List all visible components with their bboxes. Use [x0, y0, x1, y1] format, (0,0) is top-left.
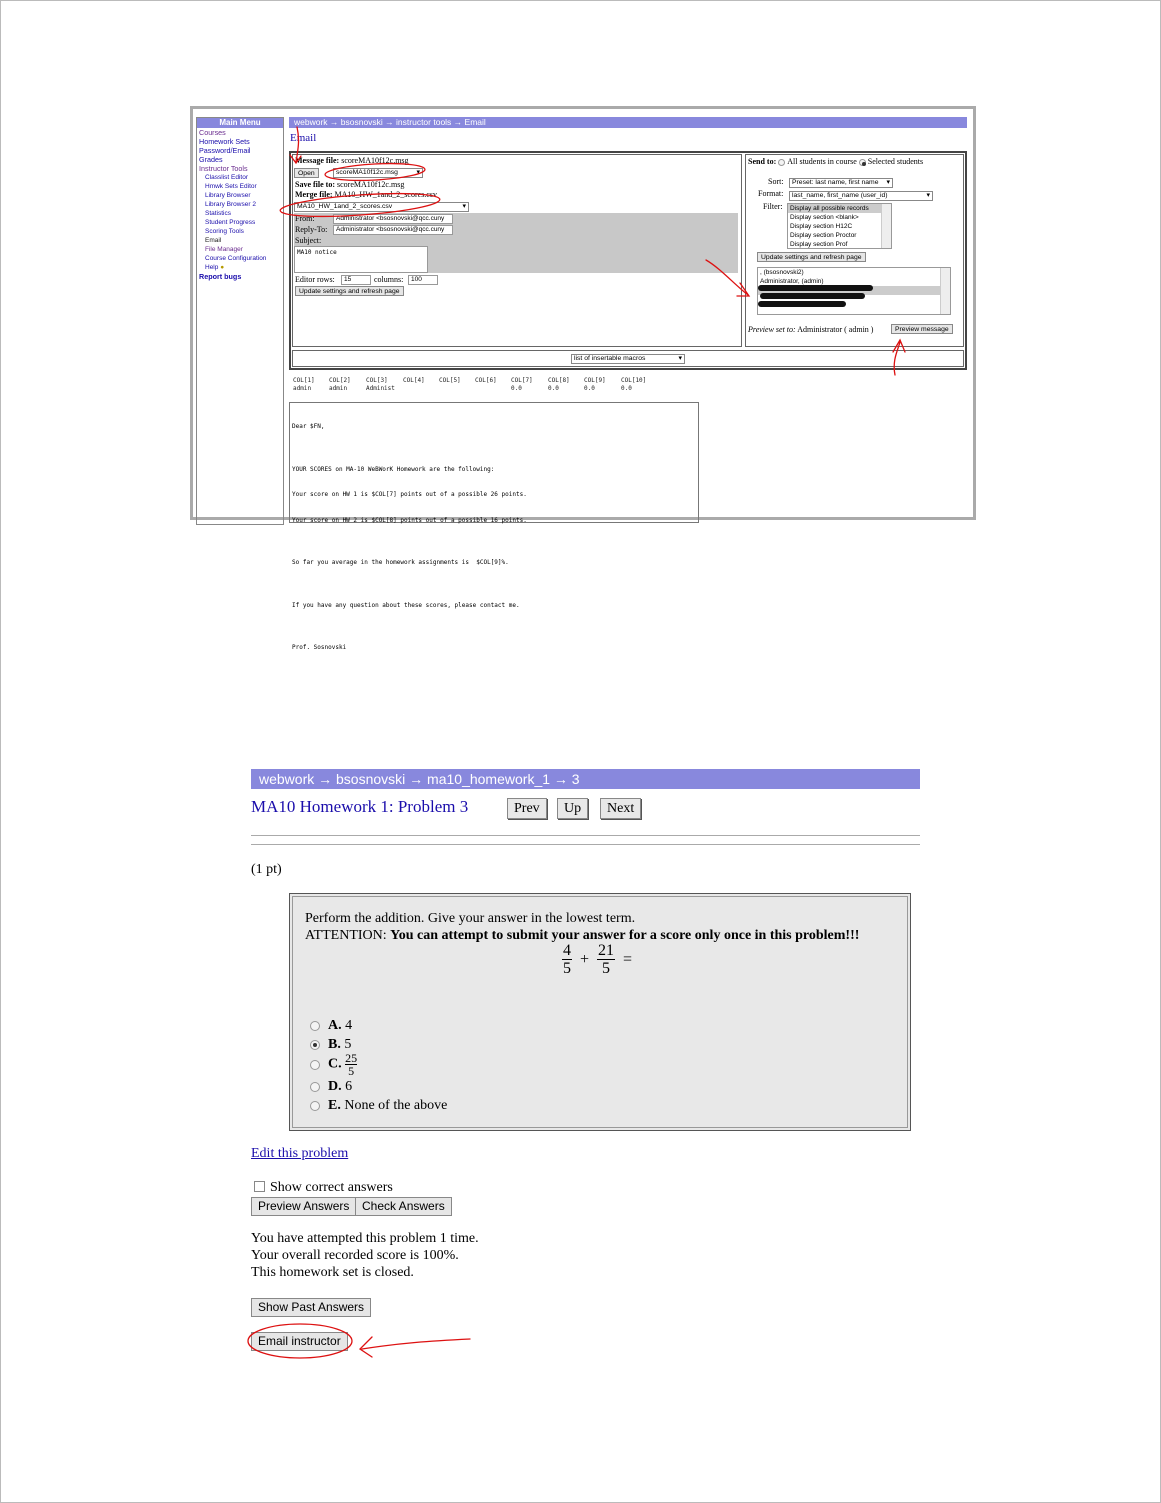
- problem-title: MA10 Homework 1: Problem 3: [251, 797, 469, 816]
- col-header: COL[3]: [366, 377, 388, 384]
- main-menu: [196, 117, 284, 525]
- send-all-label: All students in course: [787, 157, 857, 166]
- menu-item-course-configuration[interactable]: Course Configuration: [205, 255, 267, 262]
- filter-option[interactable]: Display all possible records: [788, 204, 891, 213]
- merge-file-label: Merge file:: [295, 190, 333, 199]
- filter-option[interactable]: Display section <blank>: [790, 214, 859, 221]
- email-instructor-button[interactable]: Email instructor: [251, 1332, 348, 1351]
- plus-sign: +: [580, 950, 590, 968]
- col-header: COL[4]: [403, 377, 425, 384]
- fraction-b-den: 5: [602, 960, 611, 977]
- preview-message-button[interactable]: Preview message: [891, 324, 953, 334]
- menu-item-classlist-editor[interactable]: Classlist Editor: [205, 174, 248, 181]
- message-file-value: scoreMA10f12c.msg: [341, 156, 409, 165]
- menu-item-report-bugs[interactable]: Report bugs: [199, 272, 242, 281]
- send-all-radio[interactable]: [778, 159, 785, 166]
- problem-instruction: Perform the addition. Give your answer in the lowest term.: [305, 911, 636, 926]
- sort-label: Sort:: [768, 177, 784, 186]
- update-settings-right-button[interactable]: Update settings and refresh page: [757, 252, 866, 262]
- message-line: YOUR SCORES on MA-10 WeBWorK Homework are the following:: [292, 465, 495, 473]
- choice-d-radio[interactable]: [310, 1082, 320, 1092]
- fraction-b-num: 21: [598, 942, 615, 959]
- message-line: If you have any question about these scores, please contact me.: [292, 601, 520, 609]
- choice-a-text: 4: [345, 1018, 353, 1033]
- show-past-answers-button[interactable]: Show Past Answers: [251, 1298, 371, 1317]
- next-button[interactable]: Next: [600, 798, 641, 819]
- choice-e-text: None of the above: [344, 1098, 448, 1113]
- filter-scrollbar[interactable]: [881, 204, 891, 248]
- choice-c-radio[interactable]: [310, 1060, 320, 1070]
- menu-item-statistics[interactable]: Statistics: [205, 210, 232, 217]
- filter-option[interactable]: Display section Proctor: [790, 232, 857, 239]
- col-value: admin: [329, 385, 348, 392]
- filter-listbox[interactable]: [787, 203, 892, 249]
- up-button[interactable]: Up: [557, 798, 588, 819]
- editor-rows-field[interactable]: 15: [341, 275, 371, 285]
- student-option[interactable]: Administrator, (admin): [760, 278, 824, 285]
- menu-item-help-label: Help: [205, 264, 219, 271]
- students-scrollbar[interactable]: [940, 268, 950, 314]
- col-header: COL[5]: [439, 377, 461, 384]
- recorded-score: Your overall recorded score is 100%.: [251, 1248, 459, 1263]
- columns-field[interactable]: 100: [408, 275, 438, 285]
- col-header: COL[6]: [475, 377, 497, 384]
- col-value: Administ: [366, 385, 395, 392]
- merge-file-select[interactable]: MA10_HW_1and_2_scores.csv ▾: [294, 202, 469, 212]
- menu-item-instructor-tools[interactable]: Instructor Tools: [199, 164, 248, 173]
- send-to-row: [748, 157, 923, 166]
- preview-answers-button[interactable]: Preview Answers: [251, 1197, 356, 1216]
- from-field[interactable]: Administrator <bsosnovski@qcc.cuny: [333, 214, 453, 224]
- subject-field[interactable]: MA10 notice: [294, 246, 428, 273]
- fraction-a: [562, 942, 572, 977]
- message-file-row: [295, 156, 409, 165]
- message-line: Dear $FN,: [292, 423, 325, 430]
- send-selected-radio[interactable]: [859, 159, 866, 166]
- choice-c-num: 25: [345, 1051, 358, 1065]
- macros-select[interactable]: list of insertable macros ▾: [571, 354, 685, 364]
- redacted-name: [760, 293, 865, 299]
- divider: [251, 844, 920, 845]
- open-file-select[interactable]: scoreMA10f12c.msg ▾: [333, 168, 423, 178]
- fraction-b: [597, 942, 615, 977]
- choice-d-text: 6: [345, 1079, 353, 1094]
- filter-option[interactable]: Display section Prof: [790, 241, 848, 248]
- choice-a[interactable]: [310, 1018, 352, 1034]
- save-file-label: Save file to:: [295, 180, 335, 189]
- problem-points: (1 pt): [251, 862, 282, 877]
- choice-c-letter: C.: [328, 1056, 342, 1072]
- email-breadcrumb: webwork → bsosnovski → instructor tools → Email: [289, 117, 967, 128]
- col-value: admin: [293, 385, 312, 392]
- preview-value: Administrator ( admin ): [797, 325, 874, 334]
- update-settings-left-button[interactable]: Update settings and refresh page: [295, 286, 404, 296]
- menu-item-library-browser-2[interactable]: Library Browser 2: [205, 201, 256, 208]
- fraction-a-num: 4: [563, 942, 571, 959]
- subject-label: Subject:: [295, 236, 322, 245]
- choice-c-fraction: [345, 1052, 357, 1077]
- preview-label: Preview set to:: [748, 325, 796, 334]
- email-screenshot: [190, 106, 976, 651]
- format-select[interactable]: last_name, first_name (user_id) ▾: [789, 191, 933, 201]
- main-menu-title: Main Menu: [197, 118, 283, 128]
- menu-item-hmwk-sets-editor[interactable]: Hmwk Sets Editor: [205, 183, 257, 190]
- from-label: From:: [295, 214, 315, 223]
- redacted-name: [758, 301, 846, 307]
- attempt-count: You have attempted this problem 1 time.: [251, 1231, 479, 1246]
- redacted-name: [758, 285, 873, 291]
- col-header: COL[9]: [584, 377, 606, 384]
- editor-rows-label: Editor rows:: [295, 275, 335, 284]
- menu-item-library-browser[interactable]: Library Browser: [205, 192, 251, 199]
- choice-d[interactable]: [310, 1079, 352, 1095]
- menu-item-homework-sets[interactable]: Homework Sets: [199, 137, 250, 146]
- menu-item-help[interactable]: [197, 263, 283, 272]
- attention-prefix: ATTENTION:: [305, 928, 387, 943]
- students-listbox[interactable]: [757, 267, 951, 315]
- filter-option[interactable]: Display section H12C: [790, 223, 853, 230]
- col-value: 0.0: [584, 385, 595, 392]
- email-page-title: Email: [290, 132, 317, 144]
- choice-e-radio[interactable]: [310, 1101, 320, 1111]
- send-to-label: Send to:: [748, 157, 777, 166]
- student-option[interactable]: , (bsosnovski2): [760, 269, 804, 276]
- choice-b-radio[interactable]: [310, 1040, 320, 1050]
- col-header: COL[2]: [329, 377, 351, 384]
- attention-text: You can attempt to submit your answer for a score only once in this problem!!!: [390, 928, 860, 943]
- choice-d-letter: D.: [328, 1079, 342, 1094]
- columns-label: columns:: [374, 275, 404, 284]
- col-header: COL[1]: [293, 377, 315, 384]
- format-label: Format:: [758, 189, 784, 198]
- choice-b-letter: B.: [328, 1037, 341, 1052]
- col-value: 0.0: [621, 385, 632, 392]
- merge-file-value: MA10_HW_1and_2_scores.csv: [334, 190, 437, 199]
- problem-box: [289, 893, 911, 1131]
- send-selected-label: Selected students: [867, 157, 924, 166]
- message-file-label: Message file:: [295, 156, 340, 165]
- open-button[interactable]: Open: [294, 168, 319, 178]
- fraction-a-den: 5: [563, 960, 571, 977]
- message-line: Your score on HW 2 is $COL[8] points out of a possible 16 points.: [292, 516, 527, 524]
- equals-sign: =: [623, 950, 633, 968]
- reply-to-label: Reply-To:: [295, 225, 328, 234]
- col-header: COL[8]: [548, 377, 570, 384]
- check-answers-button[interactable]: Check Answers: [355, 1197, 452, 1216]
- save-file-value: scoreMA10f12c.msg: [337, 180, 405, 189]
- save-file-row: [295, 180, 404, 189]
- divider: [251, 835, 920, 836]
- choice-b-text: 5: [344, 1037, 352, 1052]
- reply-to-field[interactable]: Administrator <bsosnovski@qcc.cuny: [333, 225, 453, 235]
- col-header: COL[7]: [511, 377, 533, 384]
- sort-select[interactable]: Preset: last name, first name ▾: [789, 178, 893, 188]
- col-header: COL[10]: [621, 377, 647, 384]
- choice-a-radio[interactable]: [310, 1021, 320, 1031]
- show-correct-checkbox[interactable]: [254, 1181, 265, 1192]
- prev-button[interactable]: Prev: [507, 798, 547, 819]
- choice-c-den: 5: [348, 1064, 355, 1078]
- set-closed-notice: This homework set is closed.: [251, 1265, 414, 1280]
- filter-label: Filter:: [763, 202, 783, 211]
- choice-a-letter: A.: [328, 1018, 342, 1033]
- message-body-editor[interactable]: [289, 402, 699, 651]
- choice-e-letter: E.: [328, 1098, 341, 1113]
- message-line: Prof. Sosnovski: [292, 644, 347, 651]
- col-value: 0.0: [548, 385, 559, 392]
- col-value: 0.0: [511, 385, 522, 392]
- menu-item-password-email[interactable]: Password/Email: [199, 146, 251, 155]
- merge-file-row: [295, 190, 437, 199]
- menu-item-email[interactable]: Email: [205, 237, 222, 244]
- help-icon: ●: [220, 264, 225, 271]
- message-line: Your score on HW 1 is $COL[7] points out of a possible 26 points.: [292, 491, 527, 498]
- choice-c[interactable]: [310, 1052, 357, 1077]
- menu-item-courses[interactable]: Courses: [199, 128, 226, 137]
- preview-row: [748, 325, 873, 334]
- choice-e[interactable]: [310, 1098, 447, 1114]
- equation: [562, 942, 636, 977]
- menu-item-student-progress[interactable]: Student Progress: [205, 219, 256, 226]
- menu-item-scoring-tools[interactable]: Scoring Tools: [205, 228, 244, 235]
- show-correct-label: Show correct answers: [270, 1180, 393, 1195]
- menu-item-grades[interactable]: Grades: [199, 155, 223, 164]
- menu-item-file-manager[interactable]: File Manager: [205, 246, 243, 253]
- problem-breadcrumb: webwork → bsosnovski → ma10_homework_1 → 3: [251, 769, 920, 789]
- message-line: So far you average in the homework assignments is $COL[9]%.: [292, 559, 509, 566]
- edit-problem-link[interactable]: Edit this problem: [251, 1146, 349, 1161]
